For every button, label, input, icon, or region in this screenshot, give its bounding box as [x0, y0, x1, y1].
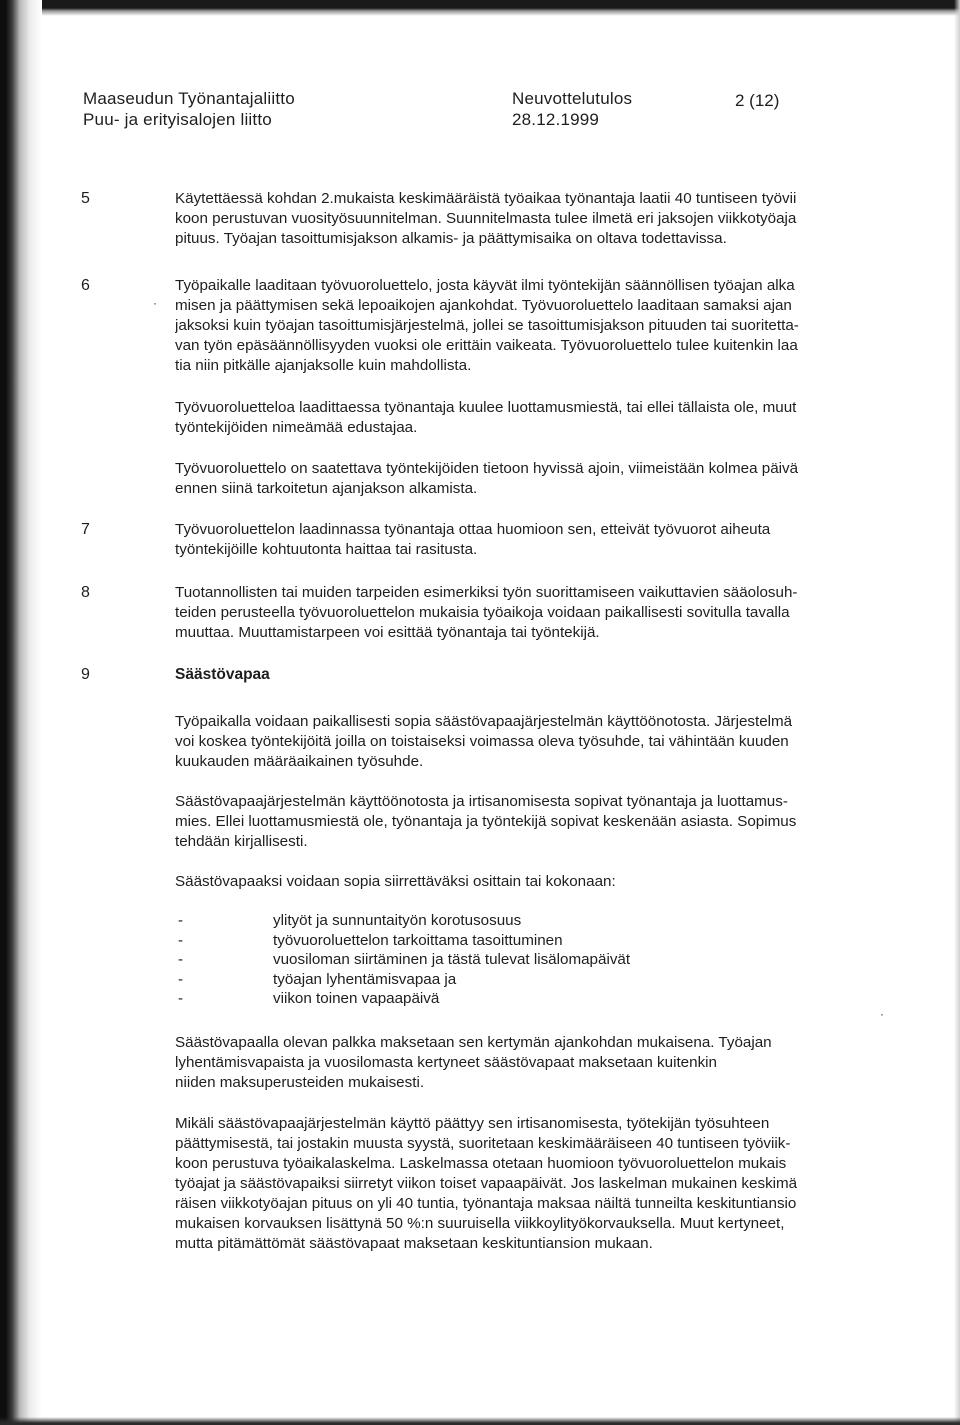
section-5-paragraph-1: [175, 189, 847, 249]
list-bullet: -: [178, 951, 184, 968]
text-line: koon perustuvan vuosityösuunnitelman. Suunnitelmasta tulee ilmetä eri jaksojen viikkotyöaja: [175, 210, 797, 227]
scan-edge-right: [954, 0, 960, 1425]
text-line: tia niin pitkälle ajanjaksolle kuin mahdollista.: [175, 357, 472, 374]
section-7-paragraph-1: [175, 520, 847, 560]
text-line: kuukauden määräaikainen työsuhde.: [175, 753, 424, 770]
header-organization: [83, 88, 295, 130]
text-line: mutta pitämättömät säästövapaat maksetaan keskituntiansion mukaan.: [175, 1235, 653, 1252]
section-9-paragraph-4: [175, 1033, 847, 1093]
page-number: 2 (12): [735, 91, 780, 110]
list-bullet: -: [178, 990, 184, 1007]
text-line: voi koskea työntekijöitä joilla on toistaiseksi voimassa oleva työsuhde, tai vähintään kuuden: [175, 733, 789, 750]
text-line: Mikäli säästövapaajärjestelmän käyttö päättyy sen irtisanomisesta, työtekijän työsuhteen: [175, 1115, 770, 1132]
section-number-9: 9: [81, 666, 90, 683]
list-item-text: työajan lyhentämisvapaa ja: [273, 970, 457, 988]
section-6-paragraph-2: [175, 398, 847, 438]
text-line: työajat ja säästövapaiksi siirretyt viikon toiset vapaapäivät. Jos laskelman mukainen keskimä: [175, 1175, 798, 1192]
text-line: räisen viikkotyöajan pituus on yli 40 tuntia, työnantaja maksaa näiltä tunneilta keskituntiansio: [175, 1195, 797, 1212]
list-item: [175, 911, 775, 931]
text-line: Työvuoroluettelo on saatettava työntekijöiden tietoon hyvissä ajoin, viimeistään kolmea päivä: [175, 460, 799, 477]
text-line: Säästövapaajärjestelmän käyttöönotosta ja irtisanomisesta sopivat työnantaja ja luottamus-: [175, 793, 788, 810]
scan-edge-top: [0, 0, 960, 16]
list-item: [175, 931, 775, 951]
text-line: misen ja päättymisen sekä lepoaikojen ajankohdat. Työvuoroluettelo laaditaan samaksi ajan: [175, 297, 792, 314]
text-line: työntekijöille kohtuutonta haittaa tai rasitusta.: [175, 541, 478, 558]
text-line: pituus. Työajan tasoittumisjakson alkamis- ja päättymisaika on oltava todettavissa.: [175, 230, 727, 247]
text-line: muuttaa. Muuttamistarpeen voi esittää työnantaja tai työntekijä.: [175, 624, 600, 641]
text-line: Työvuoroluetteloa laadittaessa työnantaja kuulee luottamusmiestä, tai ellei tällaista ole, muut: [175, 399, 797, 416]
scan-speck: ·: [880, 1007, 884, 1021]
text-line: Säästövapaalla olevan palkka maksetaan sen kertymän ajankohdan mukaisena. Työajan: [175, 1034, 772, 1051]
section-9-paragraph-5: [175, 1114, 847, 1254]
section-9-paragraph-2: [175, 792, 847, 852]
section-9-heading: Säästövapaa: [175, 666, 270, 683]
section-9-paragraph-3: [175, 872, 847, 892]
list-item: [175, 989, 775, 1009]
section-9-paragraph-1: [175, 712, 847, 772]
list-item-text: vuosiloman siirtäminen ja tästä tulevat lisälomapäivät: [273, 951, 631, 968]
list-item: [175, 950, 775, 970]
text-line: Työpaikalla voidaan paikallisesti sopia säästövapaajärjestelmän käyttöönotosta. Järjestelmä: [175, 713, 793, 730]
section-6-paragraph-3: [175, 459, 847, 499]
text-line: mukaisen korvauksen lisättynä 50 %:n suuruisella viikkoylityökorvauksella. Muut kertyneet,: [175, 1215, 785, 1232]
text-line: niiden maksuperusteiden mukaisesti.: [175, 1074, 425, 1091]
list-item: [175, 970, 775, 990]
text-line: Käytettäessä kohdan 2.mukaista keskimääräistä työaikaa työnantaja laatii 40 tuntiseen työvii: [175, 190, 797, 207]
section-6-paragraph-1: [175, 276, 847, 376]
text-line: Tuotannollisten tai muiden tarpeiden esimerkiksi työn suorittamiseen vaikuttavien sääolosuh-: [175, 584, 798, 601]
document-date: 28.12.1999: [512, 110, 600, 129]
text-line: työntekijöiden nimeämää edustajaa.: [175, 419, 418, 436]
document-type: Neuvottelutulos: [512, 89, 633, 108]
list-bullet: -: [178, 912, 184, 929]
text-line: mies. Ellei luottamusmiestä ole, työnantaja ja työntekijä sopivat keskenään asiasta. Sopimus: [175, 813, 797, 830]
list-item-text: viikon toinen vapaapäivä: [273, 990, 440, 1007]
header-document-info: [512, 88, 632, 130]
text-line: Säästövapaaksi voidaan sopia siirrettäväksi osittain tai kokonaan:: [175, 873, 616, 890]
text-line: tehdään kirjallisesti.: [175, 833, 308, 850]
list-bullet: -: [178, 970, 184, 988]
text-line: päättymisestä, tai jostakin muusta syystä, suoritetaan keskimääräiseen 40 tuntiseen työviik-: [175, 1135, 791, 1152]
text-line: Työvuoroluettelon laadinnassa työnantaja ottaa huomioon sen, etteivät työvuorot aiheuta: [175, 521, 771, 538]
organization-line-2: Puu- ja erityisalojen liitto: [83, 110, 272, 129]
text-line: ennen siinä tarkoitetun ajanjakson alkamista.: [175, 480, 478, 497]
section-number-8: 8: [81, 584, 90, 601]
text-line: koon perustuva työaikalaskelma. Laskelmassa otetaan huomioon työvuoroluettelon mukais: [175, 1155, 787, 1172]
scan-edge-bottom: [0, 1417, 960, 1425]
list-item-text: työvuoroluettelon tarkoittama tasoittuminen: [273, 931, 563, 949]
scan-edge-left: [0, 0, 42, 1425]
list-bullet: -: [178, 931, 184, 949]
section-number-6: 6: [81, 277, 90, 294]
savings-leave-list: [175, 911, 775, 1009]
organization-line-1: Maaseudun Työnantajaliitto: [83, 89, 295, 108]
text-line: teiden perusteella työvuoroluettelon mukaisia työaikoja voidaan paikallisesti sovitulla tavalla: [175, 604, 790, 621]
text-line: Työpaikalle laaditaan työvuoroluettelo, josta käyvät ilmi työntekijän säännöllisen työajan alka: [175, 277, 795, 294]
scan-speck: ·: [153, 296, 157, 310]
list-item-text: ylityöt ja sunnuntaityön korotusosuus: [273, 912, 522, 929]
text-line: van työn epäsäännöllisyyden vuoksi ole erittäin vaikeata. Työvuoroluettelo tulee kuitenkin laa: [175, 337, 798, 354]
text-line: lyhentämisvapaista ja vuosilomasta kertyneet säästövapaat maksetaan kuitenkin: [175, 1054, 717, 1071]
section-8-paragraph-1: [175, 583, 847, 643]
section-number-7: 7: [81, 521, 90, 538]
section-number-5: 5: [81, 190, 90, 207]
text-line: jaksoksi kuin työajan tasoittumisjärjestelmä, jollei se tasoittumisjakson pituuden tai suoritetta-: [175, 317, 799, 334]
